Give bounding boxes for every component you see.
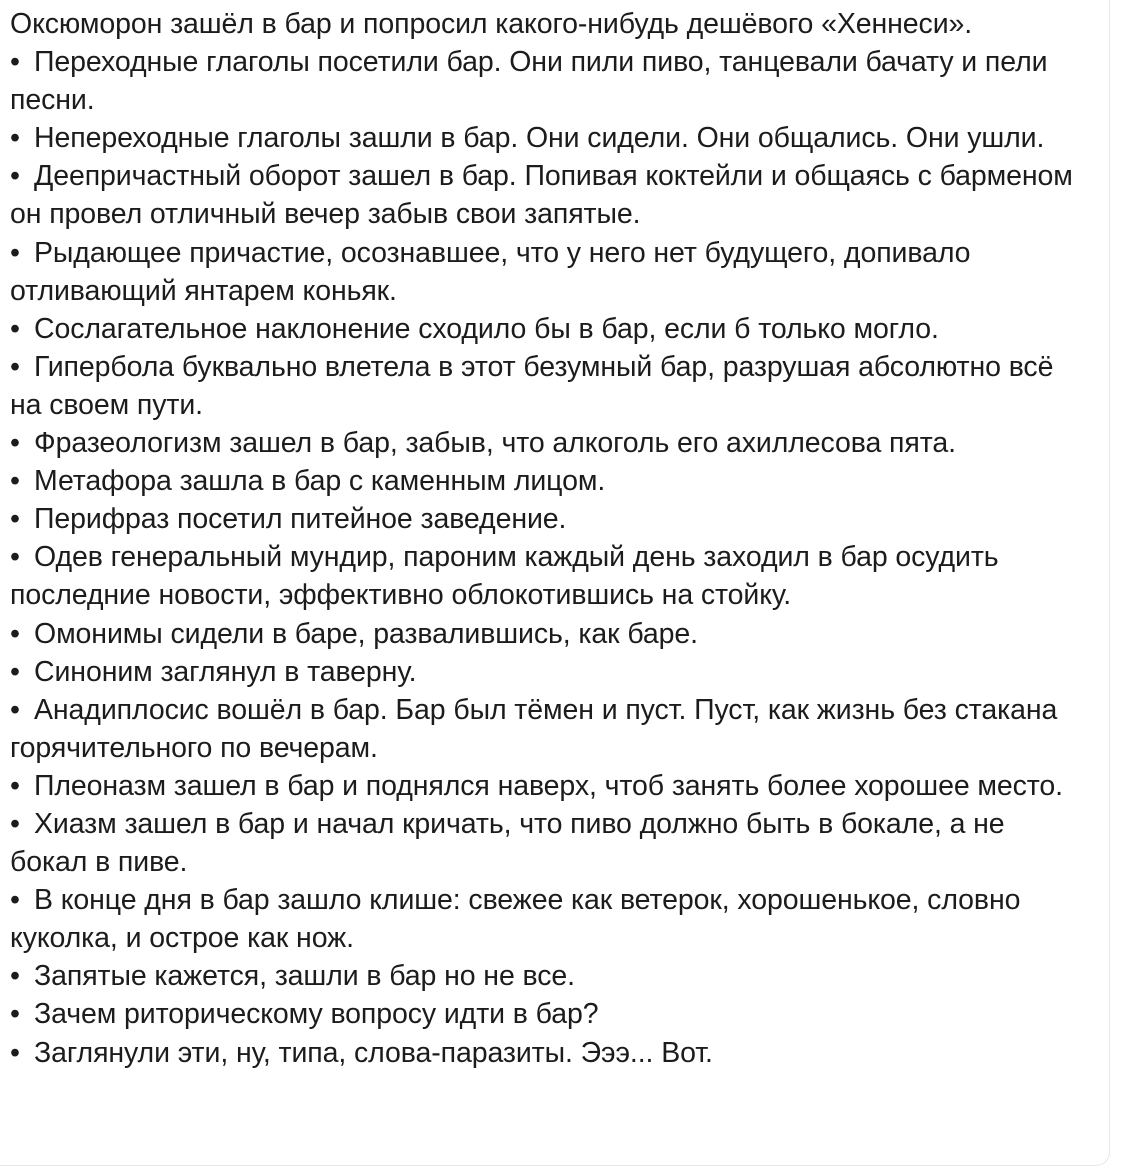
list-item xyxy=(10,424,1087,462)
list-item-text: Одев генеральный мундир, пароним каждый день заходил в бар осудить последние новости, эффективно облокотившись на стойку. xyxy=(10,541,999,612)
bullet: • xyxy=(10,427,20,460)
list-item xyxy=(10,43,1087,119)
list-item-text: Перифраз посетил питейное заведение. xyxy=(34,503,567,536)
list-item-text: Переходные глаголы посетили бар. Они пили пиво, танцевали бачату и пели песни. xyxy=(10,46,1048,117)
bullet: • xyxy=(10,160,20,193)
list-item-text: Анадиплосис вошёл в бар. Бар был тёмен и пуст. Пуст, как жизнь без стакана горячительного по вечерам. xyxy=(10,693,1058,764)
list-item-text: Сослагательное наклонение сходило бы в бар, если б только могло. xyxy=(34,312,939,345)
list-item xyxy=(10,462,1087,500)
list-item-text: Хиазм зашел в бар и начал кричать, что пиво должно быть в бокале, а не бокал в пиве. xyxy=(10,807,1005,879)
bullet: • xyxy=(10,807,20,840)
list-item-text: Плеоназм зашел в бар и поднялся наверх, чтоб занять более хорошее место. xyxy=(34,769,1063,802)
bullet: • xyxy=(10,465,20,498)
list-item xyxy=(10,234,1087,310)
bullet: • xyxy=(10,655,20,688)
list-item-text: Зачем риторическому вопросу идти в бар? xyxy=(34,998,599,1031)
list-item-text: Заглянули эти, ну, типа, слова-паразиты. Эээ... Вот. xyxy=(34,1036,713,1069)
list-item xyxy=(10,538,1087,614)
list-item xyxy=(10,310,1087,348)
bullet: • xyxy=(10,312,20,345)
list-item xyxy=(10,995,1087,1033)
list-item-text: Гипербола буквально влетела в этот безумный бар, разрушая абсолютно всё на своем пути. xyxy=(10,350,1054,421)
list-item xyxy=(10,957,1087,995)
list-item xyxy=(10,500,1087,538)
list-item-text: Синоним заглянул в таверну. xyxy=(34,655,417,688)
bullet: • xyxy=(10,350,20,383)
post-text xyxy=(10,5,1087,1072)
list-item-text: Омонимы сидели в баре, развалившись, как баре. xyxy=(34,617,698,650)
list-item-text: Метафора зашла в бар с каменным лицом. xyxy=(34,465,606,498)
list-item xyxy=(10,881,1087,957)
bullet: • xyxy=(10,617,20,650)
list-item xyxy=(10,1034,1087,1072)
list-item xyxy=(10,615,1087,653)
post-intro: Оксюморон зашёл в бар и попросил какого-нибудь дешёвого «Хеннеси». xyxy=(10,8,973,40)
list-item xyxy=(10,767,1087,805)
list-item-text: Непереходные глаголы зашли в бар. Они сидели. Они общались. Они ушли. xyxy=(34,122,1045,155)
bullet: • xyxy=(10,541,20,574)
list-item-text: Рыдающее причастие, осознавшее, что у него нет будущего, допивало отливающий янтарем коньяк. xyxy=(10,236,971,307)
bullet: • xyxy=(10,122,20,155)
list-item xyxy=(10,691,1087,767)
list-item xyxy=(10,348,1087,424)
list-item-text: Запятые кажется, зашли в бар но не все. xyxy=(34,960,575,993)
bullet: • xyxy=(10,503,20,536)
bullet: • xyxy=(10,1036,20,1069)
list-item-text: В конце дня в бар зашло клише: свежее как ветерок, хорошенькое, словно куколка, и острое как нож. xyxy=(10,884,1021,955)
bullet: • xyxy=(10,998,20,1031)
list-item xyxy=(10,119,1087,157)
list-item xyxy=(10,157,1087,233)
list-item-text: Фразеологизм зашел в бар, забыв, что алкоголь его ахиллесова пята. xyxy=(34,427,956,460)
bullet: • xyxy=(10,693,20,726)
list-item xyxy=(10,805,1087,881)
bullet: • xyxy=(10,960,20,993)
bullet: • xyxy=(10,884,20,917)
list-item xyxy=(10,653,1087,691)
list-item-text: Деепричастный оборот зашел в бар. Попивая коктейли и общаясь с барменом он провел отличный вечер забыв свои запятые. xyxy=(10,160,1073,231)
bullet: • xyxy=(10,236,20,269)
bullet: • xyxy=(10,46,20,79)
bullet: • xyxy=(10,769,20,802)
